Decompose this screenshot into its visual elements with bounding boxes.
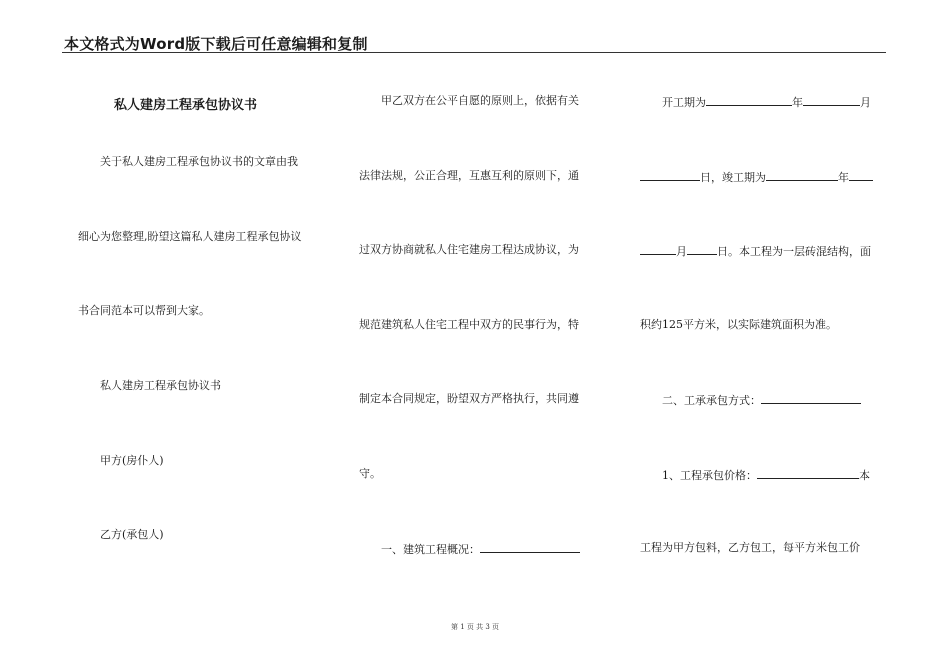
col1-line-5: 甲方(房仆人)	[100, 454, 164, 467]
col2-line-3: 过双方协商就私人住宅建房工程达成协议，为	[359, 243, 579, 256]
document-title: 私人建房工程承包协议书	[114, 98, 258, 113]
col1-line-6: 乙方(承包人)	[100, 528, 164, 541]
col2-line-1: 甲乙双方在公平自愿的原则上，依据有关	[381, 94, 579, 107]
col2-line-7	[381, 541, 580, 557]
end-day-blank	[687, 243, 717, 255]
header-divider	[62, 52, 886, 53]
start-month-blank	[803, 94, 860, 106]
structure-description: 日。本工程为一层砖混结构，面	[717, 245, 871, 258]
month-label-2: 月	[676, 245, 687, 258]
contract-price-label: 1、工程承包价格：	[662, 469, 757, 482]
col3-line-2	[640, 169, 873, 185]
col2-line-2: 法律法规，公正合理，互惠互利的原则下，通	[359, 169, 579, 182]
col1-line-4: 私人建房工程承包协议书	[100, 379, 221, 392]
col2-line-6: 守。	[359, 467, 381, 480]
col1-line-1: 关于私人建房工程承包协议书的文章由我	[100, 155, 298, 168]
project-overview-blank	[480, 541, 580, 553]
end-month-blank	[640, 243, 676, 255]
continuation-char: 本	[859, 469, 870, 482]
document-header-title: 本文格式为Word版下载后可任意编辑和复制	[64, 35, 368, 53]
end-date-label: 日，竣工期为	[700, 171, 766, 184]
col2-line-4: 规范建筑私人住宅工程中双方的民事行为，特	[359, 318, 579, 331]
contract-price-blank	[757, 467, 859, 479]
month-label: 月	[860, 96, 871, 109]
end-year-blank	[766, 169, 838, 181]
col3-line-7: 工程为甲方包料，乙方包工，每平方米包工价	[640, 541, 860, 554]
col1-line-2: 细心为您整理,盼望这篇私人建房工程承包协议	[78, 230, 302, 243]
start-year-blank	[706, 94, 792, 106]
end-month-blank-start	[849, 169, 873, 181]
col3-line-5	[662, 392, 861, 408]
section-two-heading: 二、工承承包方式：	[662, 394, 761, 407]
contract-method-blank	[761, 392, 861, 404]
year-label: 年	[792, 96, 803, 109]
col3-line-3	[640, 243, 871, 259]
col1-line-3: 书合同范本可以帮到大家。	[78, 304, 210, 317]
start-day-blank	[640, 169, 700, 181]
col2-line-5: 制定本合同规定，盼望双方严格执行，共同遵	[359, 392, 579, 405]
col3-line-4: 积约125平方米，以实际建筑面积为准。	[640, 318, 837, 331]
section-one-heading: 一、建筑工程概况：	[381, 543, 480, 556]
col3-line-6	[662, 467, 870, 483]
col3-line-1	[662, 94, 871, 110]
start-date-label: 开工期为	[662, 96, 706, 109]
year-label-2: 年	[838, 171, 849, 184]
page-number: 第 1 页 共 3 页	[450, 623, 500, 631]
